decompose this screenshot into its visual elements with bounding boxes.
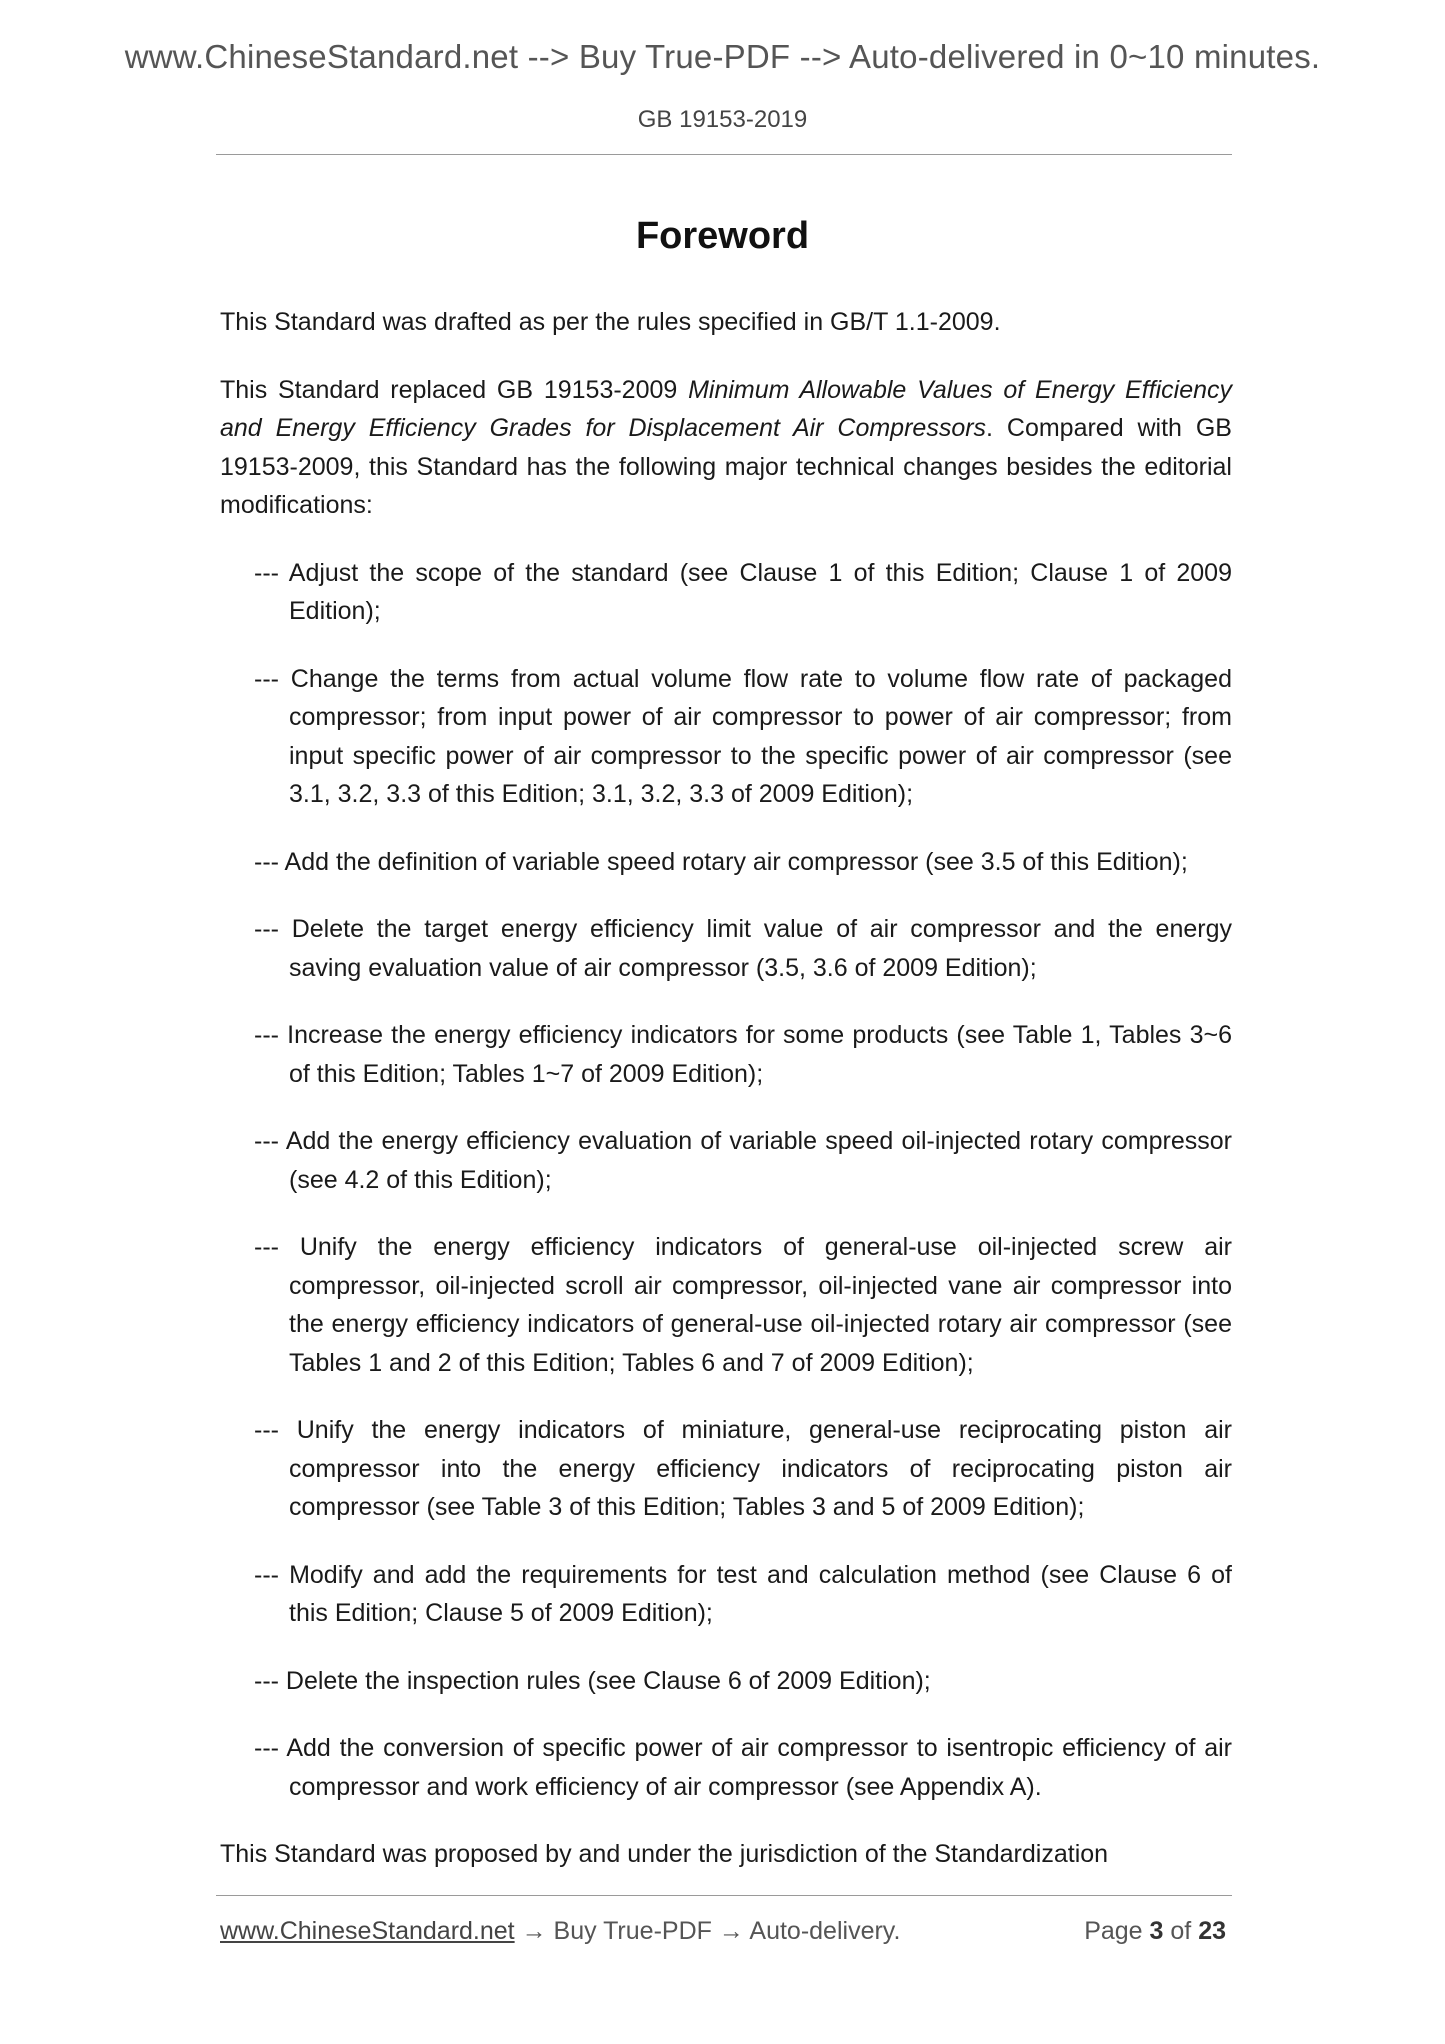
list-item: --- Delete the inspection rules (see Clause 6 of 2009 Edition); xyxy=(254,1666,931,1695)
site-link[interactable]: www.ChineseStandard.net xyxy=(220,1917,515,1945)
list-item: --- Unify the energy efficiency indicators of general-use oil-injected screw air compressor, oil-injected scroll air compressor, oil-injected vane air compressor into the energy efficiency indicators of general-use oil-injected rotary air compressor (see Tables 1 and 2 of this Edition; Tables 6 and 7 of 2009 Edition); xyxy=(254,1233,1232,1377)
paragraph-jurisdiction: This Standard was proposed by and under the jurisdiction of the Standardization xyxy=(220,1840,1109,1868)
footer-promo xyxy=(220,1917,900,1946)
page-number xyxy=(1084,1917,1226,1946)
standard-code: GB 19153-2019 xyxy=(637,106,808,133)
list-item: --- Modify and add the requirements for test and calculation method (see Clause 6 of this Edition; Clause 5 of 2009 Edition); xyxy=(254,1560,1232,1627)
paragraph-drafting-rules: This Standard was drafted as per the rules specified in GB/T 1.1-2009. xyxy=(220,308,1001,336)
replacement-text-start: This Standard replaced GB 19153-2009 xyxy=(220,375,689,404)
document-body xyxy=(220,303,1232,1874)
page-footer xyxy=(220,1917,1232,1953)
footer-promo-text: → Buy True-PDF → Auto-delivery. xyxy=(514,1917,901,1945)
paragraph-replacement xyxy=(220,371,1232,525)
list-item: --- Change the terms from actual volume flow rate to volume flow rate of packaged compressor; from input power of air compressor to power of air compressor; from input specific power of air compressor to the specific power of air compressor (see 3.1, 3.2, 3.3 of this Edition; 3.1, 3.2, 3.3 of 2009 Edition); xyxy=(254,664,1232,808)
replacement-text-end: . Compared with GB 19153-2009, this Standard has the following major technical changes besides the editorial modifications: xyxy=(220,414,1232,519)
header-divider xyxy=(216,154,1232,155)
list-item: --- Add the energy efficiency evaluation of variable speed oil-injected rotary compressor (see 4.2 of this Edition); xyxy=(254,1127,1232,1194)
list-item: --- Add the conversion of specific power of air compressor to isentropic efficiency of air compressor and work efficiency of air compressor (see Appendix A). xyxy=(254,1734,1232,1801)
footer-divider xyxy=(216,1895,1232,1896)
replaced-standard-title: Minimum Allowable Values of Energy Efficiency and Energy Efficiency Grades for Displacement Air Compressors xyxy=(220,375,1232,442)
list-item: --- Adjust the scope of the standard (see Clause 1 of this Edition; Clause 1 of 2009 Edition); xyxy=(254,558,1232,625)
technical-changes-list xyxy=(220,554,1232,1807)
page-of: of xyxy=(1163,1917,1199,1945)
page-title: Foreword xyxy=(635,215,810,257)
list-item: --- Delete the target energy efficiency limit value of air compressor and the energy saving evaluation value of air compressor (3.5, 3.6 of 2009 Edition); xyxy=(254,915,1232,982)
list-item: --- Increase the energy efficiency indicators for some products (see Table 1, Tables 3~6 of this Edition; Tables 1~7 of 2009 Edition); xyxy=(254,1021,1232,1088)
page-label: Page xyxy=(1084,1917,1150,1945)
site-banner: www.ChineseStandard.net --> Buy True-PDF --> Auto-delivered in 0~10 minutes. xyxy=(124,38,1321,75)
list-item: --- Add the definition of variable speed rotary air compressor (see 3.5 of this Edition); xyxy=(254,847,1188,876)
list-item: --- Unify the energy indicators of miniature, general-use reciprocating piston air compressor into the energy efficiency indicators of reciprocating piston air compressor (see Table 3 of this Edition; Tables 3 and 5 of 2009 Edition); xyxy=(254,1416,1232,1521)
page-current: 3 xyxy=(1149,1917,1164,1945)
page-total: 23 xyxy=(1198,1917,1226,1945)
